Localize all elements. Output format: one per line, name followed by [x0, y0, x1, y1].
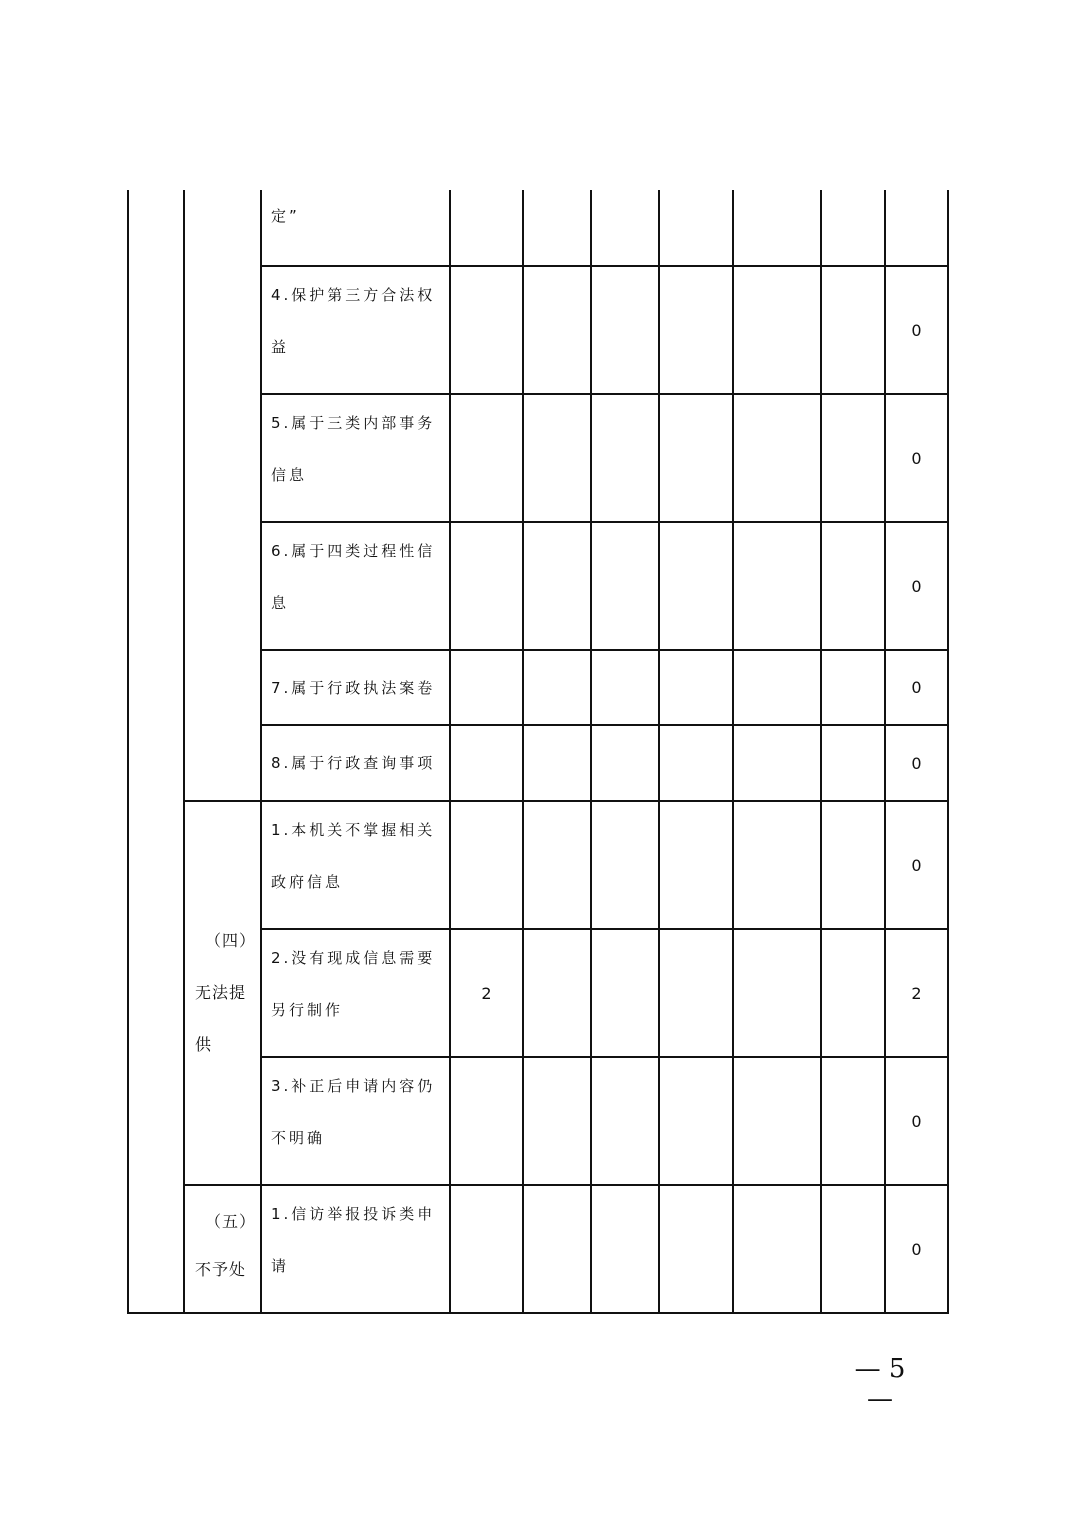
- row-label: 定”: [271, 207, 300, 225]
- row-label-cell: [261, 725, 450, 801]
- total-cell: 0: [885, 650, 948, 725]
- value-cell: [821, 929, 885, 1057]
- group5-title-line: 不予处: [195, 1260, 247, 1279]
- total-cell: 0: [885, 266, 948, 394]
- row-label: 5.属于三类内部事务信息: [271, 414, 436, 484]
- value-cell: [591, 929, 659, 1057]
- value-cell: [523, 1185, 591, 1313]
- row-label-cell: [261, 650, 450, 725]
- value-cell: [523, 929, 591, 1057]
- value-cell: [659, 394, 733, 522]
- value-cell: [659, 929, 733, 1057]
- value-cell: [821, 190, 885, 266]
- value-cell: [591, 650, 659, 725]
- group4-number: （四）: [205, 931, 257, 950]
- group5-category-cell: [184, 1185, 261, 1313]
- group3-category-cell: [184, 190, 261, 801]
- row-label-cell: [261, 1057, 450, 1185]
- value-cell: [659, 650, 733, 725]
- group4-title-line: 无法提: [195, 983, 247, 1002]
- total-cell: 0: [885, 522, 948, 650]
- value-cell: [450, 801, 523, 929]
- value-cell: [450, 190, 523, 266]
- value-cell: [523, 394, 591, 522]
- row-label: 1.本机关不掌握相关政府信息: [271, 821, 436, 891]
- group4-category-cell: [184, 801, 261, 1185]
- row-label-cell: [261, 266, 450, 394]
- total-cell: 0: [885, 1185, 948, 1313]
- report-table: [127, 190, 949, 1314]
- value-cell: [523, 801, 591, 929]
- total-cell: 0: [885, 1057, 948, 1185]
- value-cell: [659, 1185, 733, 1313]
- value-cell: [733, 1185, 821, 1313]
- group5-number: （五）: [205, 1212, 257, 1231]
- row-label: 8.属于行政查询事项: [271, 754, 436, 772]
- row-label: 3.补正后申请内容仍不明确: [271, 1077, 436, 1147]
- outer-category-cell: [128, 190, 184, 1313]
- value-cell: [450, 266, 523, 394]
- value-cell: [591, 190, 659, 266]
- value-cell: [450, 394, 523, 522]
- value-cell: [733, 266, 821, 394]
- value-cell: [733, 650, 821, 725]
- total-cell: 0: [885, 725, 948, 801]
- value-cell: [523, 1057, 591, 1185]
- value-cell: [523, 650, 591, 725]
- value-cell: [821, 1057, 885, 1185]
- row-label-cell: [261, 190, 450, 266]
- value-cell: [733, 725, 821, 801]
- value-cell: [523, 725, 591, 801]
- value-cell: [523, 522, 591, 650]
- value-cell: [450, 522, 523, 650]
- value-cell: [821, 522, 885, 650]
- row-label-cell: [261, 801, 450, 929]
- value-cell: [523, 266, 591, 394]
- row-label-cell: [261, 394, 450, 522]
- value-cell: [659, 725, 733, 801]
- value-cell: [659, 190, 733, 266]
- value-cell: [659, 266, 733, 394]
- table-row: [128, 801, 948, 929]
- page-number: — 5 —: [854, 1354, 906, 1414]
- value-cell: [659, 522, 733, 650]
- value-cell: [733, 1057, 821, 1185]
- value-cell: [821, 650, 885, 725]
- value-cell: [659, 801, 733, 929]
- value-cell: [591, 266, 659, 394]
- table-row: [128, 190, 948, 266]
- value-cell: [591, 1057, 659, 1185]
- value-cell: [733, 522, 821, 650]
- value-cell: [659, 1057, 733, 1185]
- value-cell: [591, 1185, 659, 1313]
- row-label: 2.没有现成信息需要另行制作: [271, 949, 436, 1019]
- value-cell: [450, 725, 523, 801]
- row-label: 6.属于四类过程性信息: [271, 542, 436, 612]
- group4-title-line: 供: [195, 1035, 213, 1054]
- total-cell: 2: [885, 929, 948, 1057]
- value-cell: [523, 190, 591, 266]
- value-cell: [821, 266, 885, 394]
- value-cell: [450, 1185, 523, 1313]
- value-cell: [733, 801, 821, 929]
- value-cell: [733, 929, 821, 1057]
- value-cell: [450, 1057, 523, 1185]
- total-cell: 0: [885, 394, 948, 522]
- row-label: 7.属于行政执法案卷: [271, 678, 436, 697]
- value-cell: [733, 190, 821, 266]
- value-cell: [821, 1185, 885, 1313]
- total-cell: [885, 190, 948, 266]
- value-cell: [821, 725, 885, 801]
- value-cell: [591, 725, 659, 801]
- value-cell: [821, 801, 885, 929]
- row-label: 4.保护第三方合法权益: [271, 286, 436, 356]
- value-cell: [591, 522, 659, 650]
- row-label-cell: [261, 1185, 450, 1313]
- table-row: [128, 1185, 948, 1313]
- value-cell: [591, 394, 659, 522]
- value-cell: [450, 650, 523, 725]
- row-label-cell: [261, 522, 450, 650]
- value-cell: [821, 394, 885, 522]
- total-cell: 0: [885, 801, 948, 929]
- value-cell: [733, 394, 821, 522]
- row-label-cell: [261, 929, 450, 1057]
- row-label: 1.信访举报投诉类申请: [271, 1205, 436, 1275]
- value-cell: 2: [450, 929, 523, 1057]
- value-cell: [591, 801, 659, 929]
